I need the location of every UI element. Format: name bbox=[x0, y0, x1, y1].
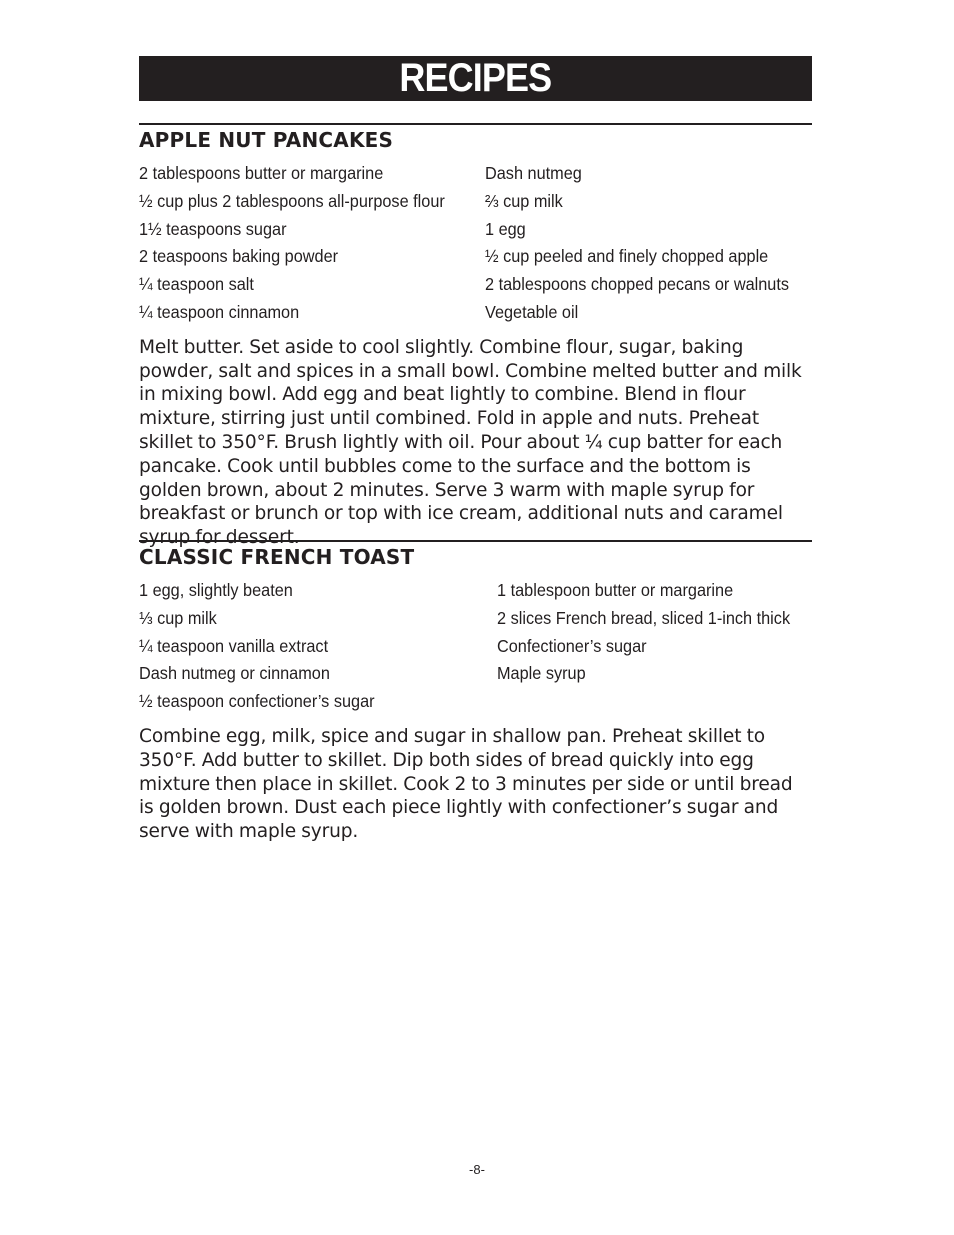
recipe-classic-french-toast bbox=[139, 540, 812, 863]
ingredient-item: ¼ teaspoon salt bbox=[139, 274, 254, 295]
ingredient-item: 1½ teaspoons sugar bbox=[139, 218, 287, 239]
ingredient-item: 1 egg bbox=[485, 218, 526, 239]
ingredient-list bbox=[139, 577, 812, 716]
ingredient-item: Dash nutmeg or cinnamon bbox=[139, 663, 330, 684]
page-title: RECIPES bbox=[399, 56, 552, 100]
recipe-title: CLASSIC FRENCH TOAST bbox=[139, 545, 415, 569]
ingredient-item: ⅓ cup milk bbox=[139, 607, 217, 628]
ingredient-item: Vegetable oil bbox=[485, 301, 579, 322]
ingredient-column-left bbox=[139, 160, 485, 327]
page-banner bbox=[139, 56, 812, 101]
ingredient-item: ½ cup peeled and finely chopped apple bbox=[485, 246, 769, 267]
ingredient-item: Dash nutmeg bbox=[485, 163, 582, 183]
ingredient-item: 1 tablespoon butter or margarine bbox=[496, 580, 733, 600]
recipe-title: APPLE NUT PANCAKES bbox=[139, 128, 394, 152]
ingredient-column-right bbox=[497, 577, 812, 716]
recipe-directions: Melt butter. Set aside to cool slightly. Combine flour, sugar, baking powder, salt and spices in a small bowl. Combine melted butter and milk in mixing bowl. Add egg and beat lightly to combine. Blend in flour mixture, stirring just until combined. Fold in apple and nuts. Preheat skillet to 350°F. Brush lightly with oil. Pour about ¼ cup batter for each pancake. Cook until bubbles come to the surface and the bottom is golden brown, about 2 minutes. Serve 3 warm with maple syrup for breakfast or brunch or top with ice cream, additional nuts and caramel syrup for dessert. bbox=[139, 336, 802, 549]
ingredient-column-left bbox=[139, 577, 497, 716]
ingredient-item: 2 tablespoons butter or margarine bbox=[139, 163, 384, 183]
ingredient-item: ½ cup plus 2 tablespoons all-purpose flour bbox=[139, 190, 445, 211]
recipe-apple-nut-pancakes bbox=[139, 123, 812, 569]
section-divider bbox=[139, 540, 812, 542]
ingredient-item: 2 tablespoons chopped pecans or walnuts bbox=[485, 274, 790, 295]
ingredient-item: ⅔ cup milk bbox=[485, 190, 563, 211]
ingredient-item: ¼ teaspoon vanilla extract bbox=[139, 635, 329, 656]
ingredient-item: 2 slices French bread, sliced 1-inch thick bbox=[496, 607, 790, 628]
page-number: -8- bbox=[469, 1162, 485, 1177]
ingredient-item: Confectioner’s sugar bbox=[496, 635, 647, 656]
ingredient-column-right bbox=[485, 160, 812, 327]
ingredient-list bbox=[139, 160, 812, 327]
ingredient-item: 1 egg, slightly beaten bbox=[139, 580, 293, 600]
ingredient-item: ½ teaspoon confectioner’s sugar bbox=[139, 691, 375, 712]
ingredient-item: 2 teaspoons baking powder bbox=[139, 246, 339, 267]
ingredient-item: ¼ teaspoon cinnamon bbox=[139, 301, 300, 322]
section-divider bbox=[139, 123, 812, 125]
ingredient-item: Maple syrup bbox=[496, 663, 586, 684]
recipe-directions: Combine egg, milk, spice and sugar in shallow pan. Preheat skillet to 350°F. Add butter to skillet. Dip both sides of bread quickly into egg mixture then place in skillet. Cook 2 to 3 minutes per side or until bread is golden brown. Dust each piece lightly with confectioner’s sugar and serve with maple syrup. bbox=[139, 725, 793, 843]
